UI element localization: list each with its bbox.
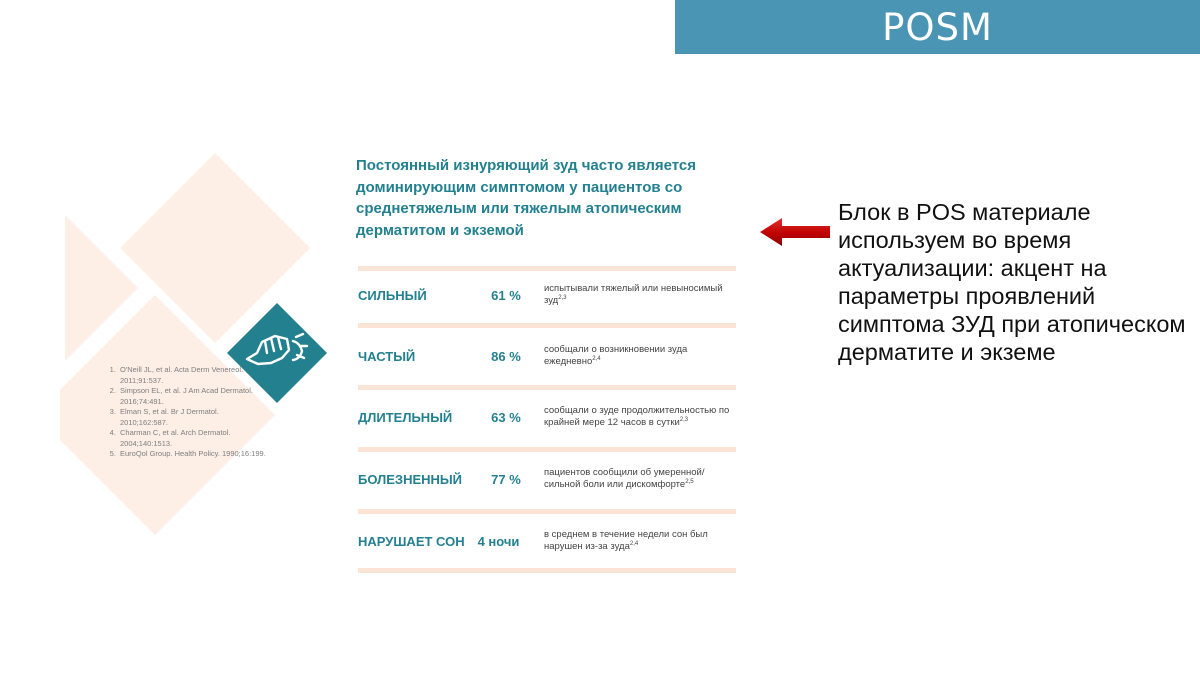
stat-value: 4 ночи <box>477 533 520 549</box>
stat-label: БОЛЕЗНЕННЫЙ <box>358 471 462 487</box>
stat-row <box>358 390 736 444</box>
stat-description-text: пациентов сообщили об умеренной/сильной боли или дискомфорте <box>544 466 705 490</box>
stat-description <box>544 329 739 383</box>
stat-label: СИЛЬНЫЙ <box>358 287 427 303</box>
reference-item: 1. O'Neill JL, et al. Acta Derm Venereol. 2011;91:537. <box>118 365 268 386</box>
arrow-left-icon <box>760 216 832 248</box>
stat-row <box>358 329 736 383</box>
reference-item: 4. Charman C, et al. Arch Dermatol. 2004;140:1513. <box>118 428 268 449</box>
note-text: Блок в POS материале используем во время актуализации: акцент на параметры проявлений симптома ЗУД при атопическом дерматите и экземе <box>838 199 1186 365</box>
reference-item: 3. Elman S, et al. Br J Dermatol. 2010;162:587. <box>118 407 268 428</box>
reference-marker: 2,5 <box>685 478 694 485</box>
stat-description-text: сообщали о зуде продолжительностью по крайней мере 12 часов в сутки <box>544 404 730 428</box>
reference-marker: 2,3 <box>558 294 567 301</box>
stat-value: 63 % <box>491 409 521 425</box>
reference-marker: 2,3 <box>679 416 689 423</box>
reference-marker: 2,4 <box>629 540 639 547</box>
stat-value: 61 % <box>491 287 521 303</box>
divider <box>358 568 736 573</box>
stat-label: ЧАСТЫЙ <box>358 348 416 364</box>
infographic-title: Постоянный изнуряющий зуд часто является доминирующим симптомом у пациентов со среднетяжелым или тяжелым атопическим дерматитом и экземой <box>356 157 697 239</box>
stat-description <box>544 514 739 568</box>
reference-item: 2. Simpson EL, et al. J Am Acad Dermatol. 2016;74:491. <box>118 386 268 407</box>
stat-label: НАРУШАЕТ СОН <box>358 533 465 549</box>
stat-description <box>544 390 739 444</box>
stat-description <box>544 452 739 506</box>
reference-marker: 2,4 <box>592 355 601 362</box>
stat-row <box>358 514 736 568</box>
stat-description-text: сообщали о возникновении зуда ежедневно <box>544 343 688 367</box>
stat-description <box>544 268 739 322</box>
stat-value: 77 % <box>491 471 521 487</box>
header-band <box>675 0 1200 54</box>
scratching-hand-icon <box>227 303 327 403</box>
stat-description-text: испытывали тяжелый или невыносимый зуд <box>544 282 723 306</box>
stat-label: ДЛИТЕЛЬНЫЙ <box>358 409 453 425</box>
stat-description-text: в среднем в течение недели сон был нарушен из-за зуда <box>544 528 708 552</box>
header-title: POSM <box>882 5 993 49</box>
divider <box>358 323 736 328</box>
stat-row <box>358 268 736 322</box>
reference-item: 5. EuroQol Group. Health Policy. 1990;16:199. <box>118 449 268 460</box>
stat-row <box>358 452 736 506</box>
stat-value: 86 % <box>491 348 521 364</box>
